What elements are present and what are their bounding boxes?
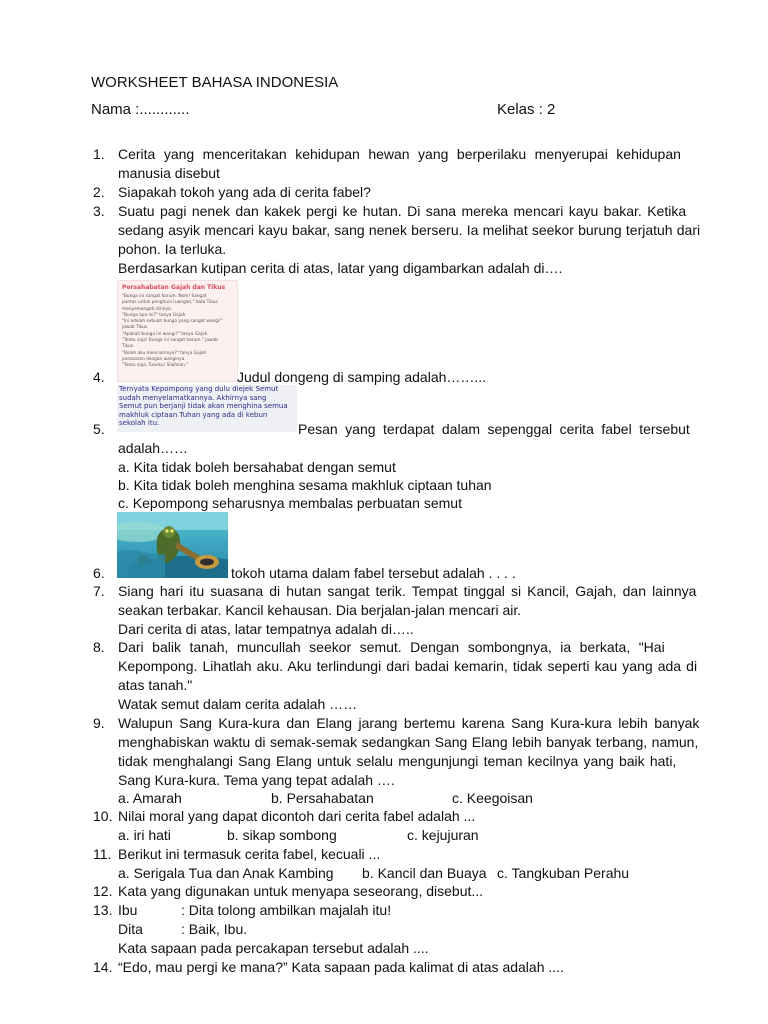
question-8-prompt: Watak semut dalam cerita adalah …… [118, 696, 358, 712]
question-9-text-cont: tidak menghalangi Sang Elang untuk selalu mengunjungi teman kecilnya yang baik hati, [118, 753, 677, 769]
option-c: c. Tangkuban Perahu [497, 865, 630, 881]
question-1-text-cont: manusia disebut [118, 165, 220, 181]
question-13-prompt: Kata sapaan pada percakapan tersebut adalah .... [118, 940, 429, 956]
option-a: a. iri hati [118, 827, 171, 843]
question-number: 12. [93, 883, 113, 899]
dialogue-speaker: Ibu [118, 902, 138, 918]
question-number: 5. [93, 421, 105, 437]
fable-scene-illustration [117, 512, 228, 578]
option-b: b. Kancil dan Buaya [362, 865, 487, 881]
option-c: c. Kepompong seharusnya membalas perbuatan semut [118, 495, 462, 511]
question-number: 2. [93, 184, 105, 200]
dialogue-line: : Baik, Ibu. [181, 921, 248, 937]
question-number: 8. [93, 639, 105, 655]
story-image-line: Tikus. [122, 344, 135, 350]
question-8-text-cont: Kepompong. Lihatlah aku. Aku terlindungi dari badai kemarin, tidak seperti kau yang ada di [118, 658, 698, 674]
excerpt-line: Ternyata Kepompong yang dulu diejek Semut [119, 385, 279, 393]
story-excerpt-image [117, 280, 238, 382]
question-10-text: Nilai moral yang dapat dicontoh dari cerita fabel adalah ... [118, 808, 476, 824]
class-field-label: Kelas : 2 [497, 101, 556, 118]
question-9-text-cont: menghabiskan waktu di semak-semak sedangkan Sang Elang lebih banyak terbang, namun, [118, 734, 699, 750]
excerpt-line: Semut pun berjanji tidak akan menghina semua [119, 402, 288, 411]
option-b: b. Kita tidak boleh menghina sesama makhluk ciptaan tuhan [118, 477, 492, 493]
story-image-line: "Bunga apa ini?" tanya Gajah. [122, 312, 187, 318]
fable-scene-image [117, 512, 228, 578]
question-1-text: Cerita yang menceritakan kehidupan hewan yang berperilaku menyerupai kehidupan [118, 146, 681, 162]
question-number: 9. [93, 715, 105, 731]
question-number: 7. [93, 583, 105, 599]
question-3-text: Suatu pagi nenek dan kakek pergi ke hutan. Di sana mereka mencari kayu bakar. Ketika [118, 203, 687, 219]
question-5-text-cont: adalah…… [118, 440, 189, 456]
option-b: b. Persahabatan [271, 790, 374, 806]
question-7-text-cont: seakan terbakar. Kancil kehausan. Dia berjalan-jalan mencari air. [118, 602, 522, 618]
question-6-text: tokoh utama dalam fabel tersebut adalah . . . . [231, 565, 516, 581]
question-12-text: Kata yang digunakan untuk menyapa seseorang, disebut... [118, 883, 484, 899]
question-3-prompt: Berdasarkan kutipan cerita di atas, latar yang digambarkan adalah di…. [118, 260, 563, 276]
option-a: a. Amarah [118, 790, 182, 806]
excerpt-line: sekolah itu. [119, 419, 160, 428]
question-7-text: Siang hari itu suasana di hutan sangat terik. Tempat tinggal si Kancil, Gajah, dan lainnya [118, 583, 697, 599]
story-image-line: "Boleh aku menciumnya?" tanya Gajah [122, 350, 207, 356]
story-image-line: "Ini adalah sebuah bunga yang sangat wangi!" [122, 319, 223, 325]
story-image-line: menyemangati dirinya. [122, 306, 173, 312]
name-field-label: Nama :............ [91, 101, 190, 118]
question-number: 13. [93, 902, 113, 918]
option-c: c. Keegoisan [452, 790, 533, 806]
story-image-line: "Apakah bunga ini wangi?" tanya Gajah. [122, 331, 209, 337]
question-9-text: Walupun Sang Kura-kura dan Elang jarang bertemu karena Sang Kura-kura lebih banyak [118, 715, 700, 731]
story-image-title: Persahabatan Gajah dan Tikus [122, 284, 226, 291]
question-number: 14. [93, 959, 113, 975]
option-c: c. kejujuran [407, 827, 479, 843]
question-number: 1. [93, 146, 105, 162]
story-image-line: "Tentu saja, Tuanku! Silahkan." [122, 363, 189, 369]
question-number: 3. [93, 203, 105, 219]
question-5-text: Pesan yang terdapat dalam sepenggal cerita fabel tersebut [298, 421, 690, 437]
option-a: a. Kita tidak boleh bersahabat dengan semut [118, 459, 396, 475]
question-number: 11. [93, 846, 112, 862]
question-14-text: “Edo, mau pergi ke mana?” Kata sapaan pada kalimat di atas adalah .... [118, 959, 564, 975]
question-3-text-cont: sedang asyik mencari kayu bakar, sang nenek berseru. Ia melihat seekor burung terjatuh dari [118, 222, 701, 238]
story-image-line: pantas untuk penghuni ruangan," kata Tikus [122, 300, 218, 306]
excerpt-image [117, 385, 297, 432]
question-number: 6. [93, 565, 105, 581]
question-number: 4. [93, 369, 105, 385]
question-3-text-cont: pohon. Ia terluka. [118, 241, 227, 257]
dialogue-speaker: Dita [118, 921, 143, 937]
dialogue-line: : Dita tolong ambilkan majalah itu! [181, 902, 392, 918]
story-image-line: jawab Tikus. [122, 325, 149, 331]
question-number: 10. [93, 808, 113, 824]
question-7-prompt: Dari cerita di atas, latar tempatnya adalah di….. [118, 621, 414, 637]
option-b: b. sikap sombong [227, 827, 337, 843]
question-11-text: Berikut ini termasuk cerita fabel, kecuali ... [118, 846, 381, 862]
worksheet-title: WORKSHEET BAHASA INDONESIA [91, 74, 339, 91]
question-4-text: Judul dongeng di samping adalah……... [237, 369, 487, 385]
story-image-line: "Bunga ini sangat harum. Nom! Sangat [122, 294, 207, 299]
excerpt-line: sudah menyelamatkannya. Akhirnya sang [119, 393, 267, 402]
story-image-line: "Tentu saja! Bunga ini sangat harum." jawab [122, 338, 218, 344]
option-a: a. Serigala Tua dan Anak Kambing [118, 865, 334, 881]
question-8-text: Dari balik tanah, muncullah seekor semut. Dengan sombongnya, ia berkata, "Hai [118, 639, 665, 655]
story-image-line: penasaran dengan wanginya. [122, 356, 186, 362]
question-8-text-cont: atas tanah." [118, 677, 193, 693]
excerpt-line: makhluk ciptaan Tuhan yang ada di kebun [119, 410, 268, 419]
question-9-prompt: Sang Kura-kura. Tema yang tepat adalah …. [118, 772, 395, 788]
question-2-text: Siapakah tokoh yang ada di cerita fabel? [118, 184, 371, 200]
